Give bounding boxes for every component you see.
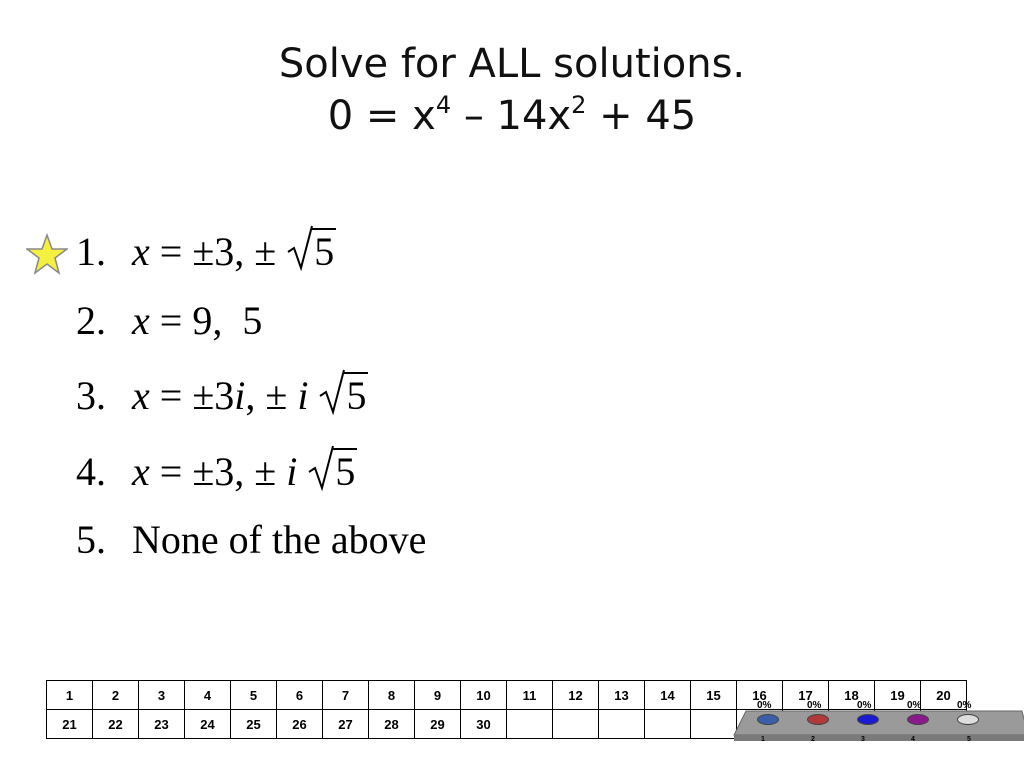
radical-icon [307, 442, 335, 492]
grid-cell: 10 [461, 681, 507, 710]
grid-cell: 5 [231, 681, 277, 710]
radical-icon [318, 366, 346, 416]
result-bar-label: 1 [761, 736, 765, 743]
option-2[interactable]: 2. x = 9, 5 [76, 298, 263, 343]
grid-cell: 17 [783, 681, 829, 710]
slide-title [0, 38, 1024, 142]
result-bar-label: 3 [861, 736, 865, 743]
grid-cell: 14 [645, 681, 691, 710]
result-percent: 0% [857, 700, 872, 711]
result-bar-label: 2 [811, 736, 815, 743]
result-percent: 0% [907, 700, 922, 711]
option-1[interactable]: 1. x = ±3, ± 5 [76, 228, 336, 276]
grid-cell: 30 [461, 710, 507, 739]
sqrt-expression: 5 [307, 448, 357, 496]
result-bar-marker [857, 714, 879, 725]
grid-cell: 9 [415, 681, 461, 710]
grid-cell: 18 [829, 681, 875, 710]
result-bar-marker [757, 714, 779, 725]
grid-cell: 20 [921, 681, 967, 710]
grid-cell: 27 [323, 710, 369, 739]
result-bar-marker [957, 714, 979, 725]
result-bar-marker [807, 714, 829, 725]
option-3[interactable]: 3. x = ±3i, ± i 5 [76, 372, 368, 420]
result-bar-label: 4 [911, 736, 915, 743]
option-4[interactable]: 4. x = ±3, ± i 5 [76, 448, 357, 496]
grid-cell: 19 [875, 681, 921, 710]
grid-cell: 6 [277, 681, 323, 710]
sqrt-expression: 5 [286, 228, 336, 276]
result-bar-marker [907, 714, 929, 725]
grid-cell: 4 [185, 681, 231, 710]
grid-cell: 24 [185, 710, 231, 739]
grid-cell: 8 [369, 681, 415, 710]
result-percent: 0% [807, 700, 822, 711]
grid-cell: 28 [369, 710, 415, 739]
grid-cell: 23 [139, 710, 185, 739]
result-bar-label: 5 [967, 736, 971, 743]
title-line1: Solve for ALL solutions. [278, 41, 746, 87]
grid-cell: 26 [277, 710, 323, 739]
grid-cell: 12 [553, 681, 599, 710]
grid-cell [599, 710, 645, 739]
option-5[interactable]: 5. None of the above [76, 517, 427, 562]
result-percent: 0% [757, 700, 772, 711]
grid-cell: 3 [139, 681, 185, 710]
sqrt-expression: 5 [318, 372, 368, 420]
results-tray [732, 705, 1024, 747]
grid-cell: 29 [415, 710, 461, 739]
grid-cell [507, 710, 553, 739]
grid-cell: 11 [507, 681, 553, 710]
grid-cell: 13 [599, 681, 645, 710]
grid-cell: 7 [323, 681, 369, 710]
radical-icon [286, 222, 314, 272]
grid-cell: 21 [47, 710, 93, 739]
grid-cell [691, 710, 737, 739]
grid-cell [553, 710, 599, 739]
grid-cell [645, 710, 691, 739]
title-equation: $0 = x^4 - 14x^2 + 45$ [327, 91, 697, 139]
grid-cell: 16 [737, 681, 783, 710]
correct-answer-star-icon [26, 233, 68, 275]
grid-cell: 1 [47, 681, 93, 710]
grid-cell: 15 [691, 681, 737, 710]
result-percent: 0% [957, 700, 972, 711]
grid-cell: 2 [93, 681, 139, 710]
grid-cell: 25 [231, 710, 277, 739]
grid-cell: 22 [93, 710, 139, 739]
